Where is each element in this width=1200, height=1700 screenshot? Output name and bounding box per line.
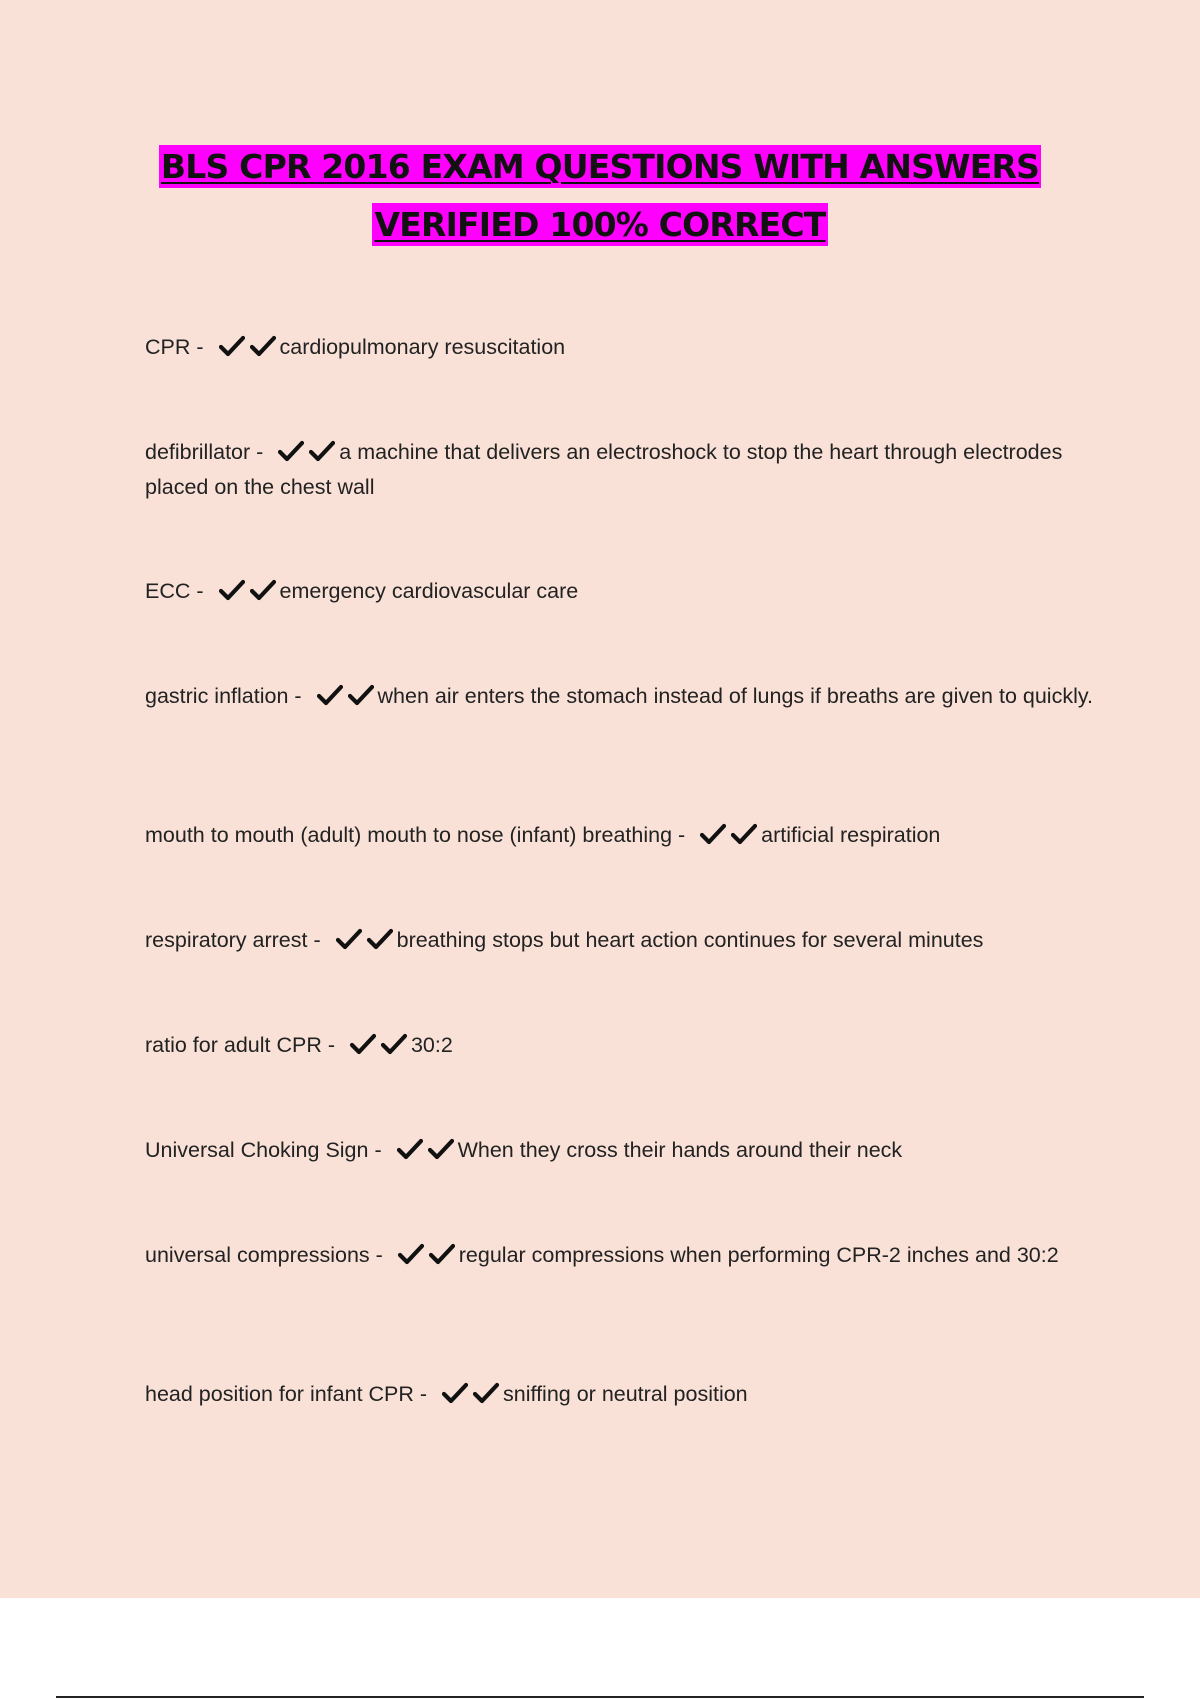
qa-term: head position for infant CPR - <box>145 1382 434 1406</box>
qa-term: ECC - <box>145 579 210 603</box>
qa-term: mouth to mouth (adult) mouth to nose (infant) breathing - <box>145 823 692 847</box>
qa-term: defibrillator - <box>145 440 270 464</box>
qa-answer: artificial respiration <box>761 823 941 847</box>
double-checkmark-icon <box>394 1138 456 1162</box>
qa-answer: breathing stops but heart action continues for several minutes <box>396 928 984 952</box>
qa-item <box>145 1133 1095 1168</box>
qa-answer: cardiopulmonary resuscitation <box>279 335 566 359</box>
qa-term: Universal Choking Sign - <box>145 1138 388 1162</box>
qa-item <box>145 679 1095 714</box>
double-checkmark-icon <box>314 684 376 708</box>
qa-answer: a machine that delivers an electroshock to stop the heart through electrodes placed on the chest wall <box>145 440 1063 499</box>
qa-answer: when air enters the stomach instead of lungs if breaths are given to quickly. <box>377 684 1093 708</box>
qa-item <box>145 435 1095 505</box>
qa-item <box>145 1238 1095 1273</box>
document-title <box>0 138 1200 254</box>
qa-answer: regular compressions when performing CPR-2 inches and 30:2 <box>458 1243 1059 1267</box>
qa-answer: emergency cardiovascular care <box>279 579 579 603</box>
qa-item <box>145 1377 1095 1412</box>
qa-answer: 30:2 <box>410 1033 453 1057</box>
double-checkmark-icon <box>697 823 759 847</box>
qa-term: ratio for adult CPR - <box>145 1033 341 1057</box>
qa-answer: sniffing or neutral position <box>503 1382 748 1406</box>
double-checkmark-icon <box>439 1382 501 1406</box>
double-checkmark-icon <box>347 1033 409 1057</box>
title-line-1: BLS CPR 2016 EXAM QUESTIONS WITH ANSWERS <box>160 147 1040 186</box>
qa-term: CPR - <box>145 335 210 359</box>
double-checkmark-icon <box>333 928 395 952</box>
qa-term: gastric inflation - <box>145 684 308 708</box>
qa-term: universal compressions - <box>145 1243 389 1267</box>
double-checkmark-icon <box>216 335 278 359</box>
title-line-2: VERIFIED 100% CORRECT <box>374 205 826 244</box>
double-checkmark-icon <box>395 1243 457 1267</box>
qa-item <box>145 1028 1095 1063</box>
qa-answer: When they cross their hands around their neck <box>457 1138 903 1162</box>
qa-item <box>145 923 1095 958</box>
double-checkmark-icon <box>275 440 337 464</box>
qa-term: respiratory arrest - <box>145 928 327 952</box>
qa-item <box>145 330 1095 365</box>
double-checkmark-icon <box>216 579 278 603</box>
footer-divider <box>56 1696 1144 1698</box>
qa-item <box>145 818 1095 853</box>
qa-item <box>145 574 1095 609</box>
